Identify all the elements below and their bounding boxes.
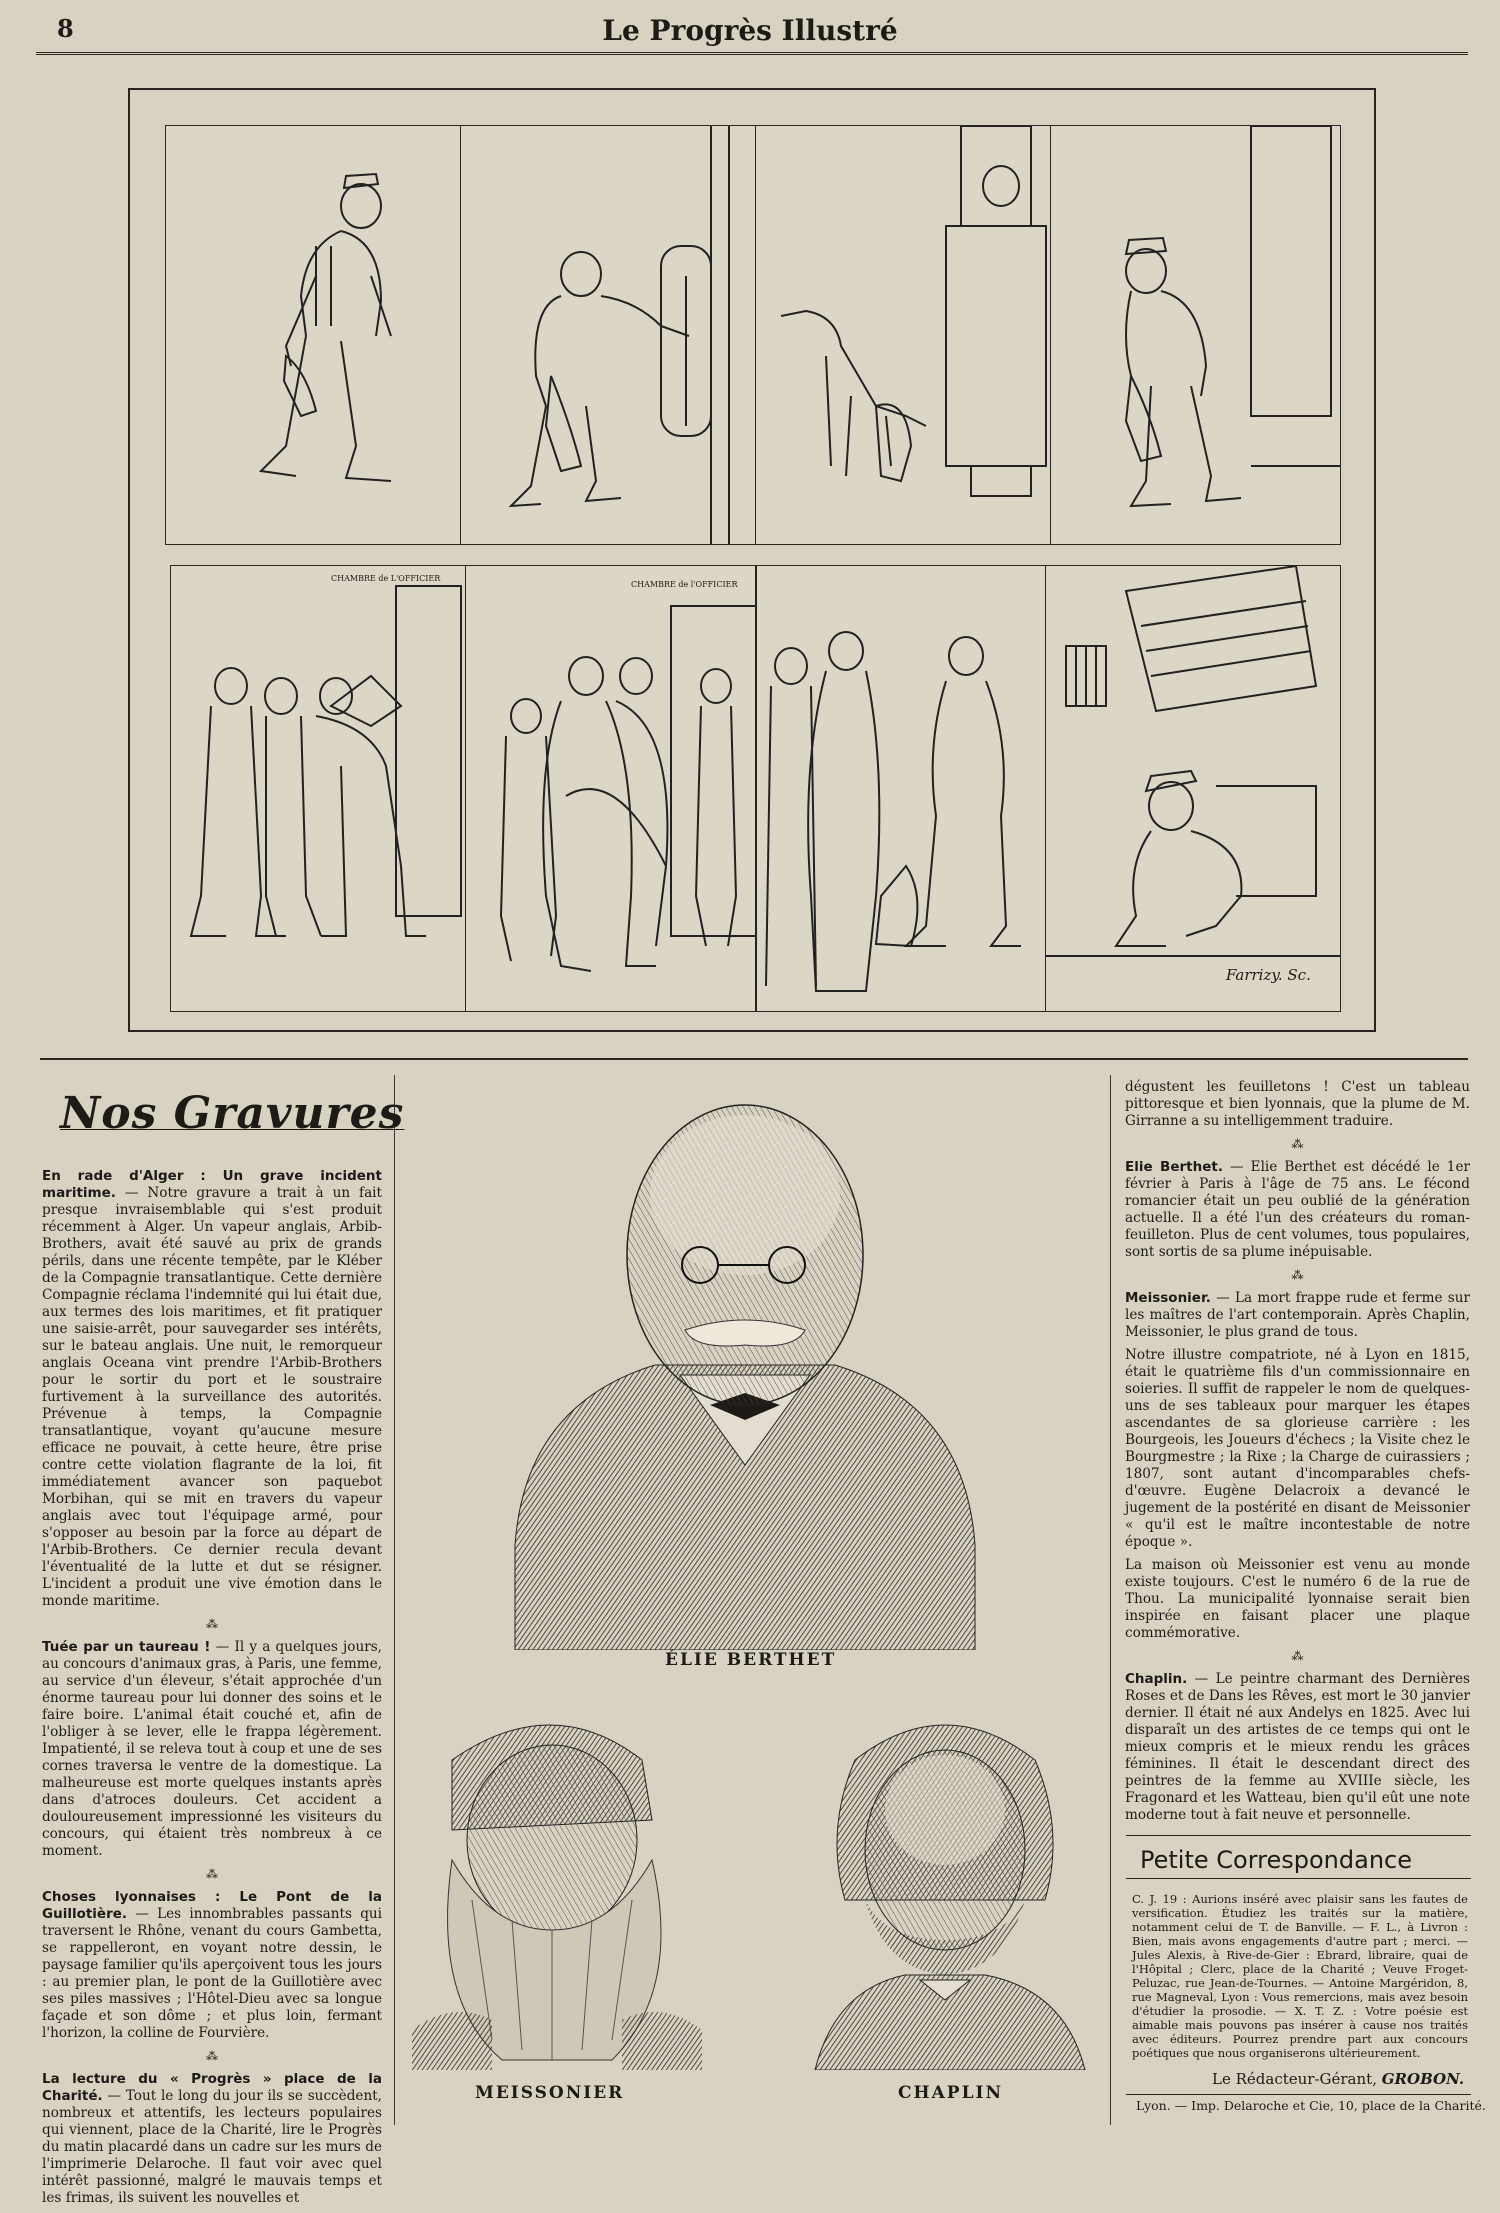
signature-role: Le Rédacteur-Gérant, xyxy=(1212,2070,1377,2088)
comic-strip xyxy=(128,88,1376,1032)
column-rule-left xyxy=(394,1075,395,2125)
separator-asterism: ⁂ xyxy=(206,2049,218,2063)
article-body: — La mort frappe rude et ferme sur les maîtres de l'art contemporain. Après Chaplin, Meissonier, le plus grand de tous. xyxy=(1125,1290,1470,1340)
correspondance-rule-bottom xyxy=(1126,1878,1471,1879)
article-continuation: dégustent les feuilletons ! C'est un tableau pittoresque et bien lyonnais, que la plume de M. Girranne a su intelligemment traduire. xyxy=(1125,1079,1470,1129)
article-title: La lecture du « Progrès » place de la Charité. xyxy=(42,2071,382,2104)
comic-panel-6 xyxy=(465,565,757,1012)
separator-asterism: ⁂ xyxy=(1291,1137,1304,1151)
caption-chaplin: CHAPLIN xyxy=(898,2083,1004,2103)
portrait-elie-berthet xyxy=(505,1075,990,1650)
nos-gravures-heading: Nos Gravures xyxy=(60,1088,405,1139)
article-berthet xyxy=(1125,1159,1470,1261)
officer-and-soldiers-illustration xyxy=(466,566,756,1011)
separator-asterism: ⁂ xyxy=(1291,1649,1304,1663)
separator-asterism: ⁂ xyxy=(206,1867,218,1881)
article-lecture xyxy=(42,2071,382,2207)
column-rule-right xyxy=(1110,1075,1111,2125)
article-title: Choses lyonnaises : Le Pont de la Guillotière. xyxy=(42,1889,382,1922)
article-title: Meissonier. xyxy=(1125,1290,1211,1306)
article-meissonier-p3: La maison où Meissonier est venu au monde existe toujours. C'est le numéro 6 de la rue de Thou. La municipalité lyonnaise serait bien inspirée en faisant placer une plaque commémorative. xyxy=(1125,1557,1470,1641)
caption-elie-berthet: ÉLIE BERTHET xyxy=(665,1650,837,1670)
article-taureau xyxy=(42,1639,382,1860)
imprint-rule xyxy=(1126,2094,1471,2095)
separator-asterism: ⁂ xyxy=(206,1617,218,1631)
article-title: En rade d'Alger : Un grave incident maritime. xyxy=(42,1168,382,1201)
article-title: Elie Berthet. xyxy=(1125,1159,1223,1175)
signature-name: GROBON. xyxy=(1381,2070,1465,2088)
soldier-with-pitcher-illustration xyxy=(1051,126,1340,544)
comic-panel-7 xyxy=(755,565,1047,1012)
correspondance-title: Petite Correspondance xyxy=(1140,1846,1413,1874)
printer-imprint: Lyon. — Imp. Delaroche et Cie, 10, place de la Charité. xyxy=(1136,2098,1486,2113)
left-column xyxy=(42,1168,382,2213)
comic-panel-3 xyxy=(755,125,1052,545)
separator-asterism: ⁂ xyxy=(1291,1268,1304,1282)
caption-meissonier: MEISSONIER xyxy=(475,2083,625,2103)
door-sign-2: CHAMBRE de l'OFFICIER xyxy=(631,580,738,589)
article-alger xyxy=(42,1168,382,1610)
section-divider xyxy=(40,1058,1468,1060)
header-rule xyxy=(36,52,1468,55)
meissonier-engraving xyxy=(412,1700,702,2070)
article-chaplin xyxy=(1125,1671,1470,1824)
soldiers-group-illustration xyxy=(171,566,466,1011)
comic-panel-5 xyxy=(170,565,467,1012)
article-meissonier xyxy=(1125,1290,1470,1341)
engraver-signature: Farrizy. Sc. xyxy=(1226,966,1311,984)
article-body: — Le peintre charmant des Dernières Roses et de Dans les Rêves, est mort le 30 janvier dernier. Il était né aux Andelys en 1825. Avec lui disparaît un des artistes de ce temps qui ont le mieux compris et le mieux rendu les grâces féminines. Il était le descendant direct des peintres de la femme au XVIIIe siècle, les Fragonard et les Watteau, bien qu'il eût une note moderne tout à fait neuve et personnelle. xyxy=(1125,1671,1471,1823)
comic-panel-2 xyxy=(460,125,757,545)
page-number: 8 xyxy=(57,14,74,43)
article-body: — Les innombrables passants qui traversent le Rhône, venant du cours Gambetta, se rappelleront, en voyant notre dessin, le paysage familier qu'ils aperçoivent tous les jours : au premier plan, le pont de la Guillotière avec ses piles massives ; l'Hôtel-Dieu avec sa longue façade et son dôme ; et plus loin, fermant l'horizon, la colline de Fourvière. xyxy=(42,1906,382,2041)
article-title: Chaplin. xyxy=(1125,1671,1188,1687)
chaplin-engraving xyxy=(805,1700,1095,2070)
elie-berthet-engraving xyxy=(505,1075,990,1650)
door-sign-1: CHAMBRE de L'OFFICIER xyxy=(331,574,441,583)
officer-inspection-illustration xyxy=(756,566,1046,1011)
editor-signature xyxy=(1212,2070,1464,2088)
portrait-meissonier xyxy=(412,1700,702,2070)
soldier-at-door-illustration xyxy=(461,126,756,544)
article-body: — Notre gravure a trait à un fait presque invraisemblable qui s'est produit récemment à Alger. Un vapeur anglais, Arbib-Brothers, avait été sauvé au prix de grands périls, dans une récente tempête, par le Kléber de la Compagnie transatlantique. Cette dernière Compagnie réclama l'indemnité qui lui était due, aux termes des lois maritimes, et fit pratiquer une saisie-arrêt, pour sauvegarder ses intérêts, sur le bateau anglais. Une nuit, le remorqueur anglais Oceana vint prendre l'Arbib-Brothers pour le sortir du port et le soustraire furtivement à la surveillance des autorités. Prévenue à temps, la Compagnie transatlantique, voyant qu'aucune mesure efficace ne pouvait, à cette heure, être prise contre cette violation flagrante de la loi, fit immédiatement avancer son paquebot Morbihan, qui se mit en travers du vapeur anglais avec tout l'équipage armé, pour s'opposer au besoin par la force au départ de l'Arbib-Brothers. Ce dernier recula devant l'éventualité de la lutte et dut se résigner. L'incident a produit une vive émotion dans le monde maritime. xyxy=(42,1185,382,1609)
correspondance-text: C. J. 19 : Aurions inséré avec plaisir sans les fautes de versification. Étudiez les traités sur la matière, notamment celui de T. de Banville. — F. L., à Livron : Bien, mais avons engagements d'autre part ; merci. — Jules Alexis, à Rive-de-Gier : Ebrard, libraire, quai de l'Hôpital ; Clerc, place de la Charité ; Veuve Froget-Peluzac, rue Jean-de-Tournes. — Antoine Margéridon, 8, rue Magneval, Lyon : Vous remercions, mais avez besoin d'étudier la prosodie. — X. T. Z. : Votre poésie est aimable mais pouvons pas insérer à cause nos traités avec éditeurs. Pourrez prendre part aux concours poétiques que nous organiserons ultérieurement. xyxy=(1132,1892,1468,2060)
article-title: Tuée par un taureau ! xyxy=(42,1639,211,1655)
right-column xyxy=(1125,1079,1470,1830)
portrait-chaplin xyxy=(805,1700,1095,2070)
soldier-walking-illustration xyxy=(166,126,461,544)
article-body: — Elie Berthet est décédé le 1er février à Paris à l'âge de 75 ans. Le fécond romancier était un peu oublié de la génération actuelle. Il a été l'un des créateurs du roman-feuilleton. Plus de cent volumes, tous populaires, sont sortis de sa plume inépuisable. xyxy=(1125,1159,1470,1260)
comic-panel-1 xyxy=(165,125,462,545)
article-body: — Il y a quelques jours, au concours d'animaux gras, à Paris, une femme, au service d'un éleveur, s'était approchée d'un énorme taureau pour lui donner des soins et le faire boire. L'animal était couché et, afin de l'obliger à se lever, elle le frappa légèrement. Impatienté, il se releva tout à coup et une de ses cornes traversa le ventre de la domestique. La malheureuse est morte quelques instants après dans d'atroces douleurs. Cet accident a douloureusement impressionné les visiteurs du concours, qui étaient très nombreux à ce moment. xyxy=(42,1639,383,1859)
soldier-in-cell-illustration xyxy=(1046,566,1340,1011)
article-body: — Tout le long du jour ils se succèdent, nombreux et attentifs, les lecteurs populaires qui viennent, place de la Charité, lire le Progrès du matin placardé dans un cadre sur les murs de l'imprimerie Delaroche. Il faut voir avec quel intérêt passionné, malgré le mauvais temps et les frimas, ils suivent les nouvelles et xyxy=(42,2088,382,2206)
comic-panel-4 xyxy=(1050,125,1341,545)
article-meissonier-p2: Notre illustre compatriote, né à Lyon en 1815, était le quatrième fils d'un commissionnaire en soieries. Il suffit de rappeler le nom de quelques-uns de ses tableaux pour marquer les étapes ascendantes de sa glorieuse carrière : les Bourgeois, les Joueurs d'échecs ; la Visite chez le Bourgmestre ; la Rixe ; la Charge de cuirassiers ; 1807, sont autant d'incomparables chefs-d'œuvre. Eugène Delacroix a devancé le jugement de la postérité en disant de Meissonier « qu'il est le maître incontestable de notre époque ». xyxy=(1125,1347,1470,1550)
comic-panel-8 xyxy=(1045,565,1341,1012)
article-guillotiere xyxy=(42,1889,382,2042)
dog-at-door-illustration xyxy=(756,126,1051,544)
correspondance-rule-top xyxy=(1126,1835,1471,1836)
newspaper-title: Le Progrès Illustré xyxy=(602,14,898,47)
